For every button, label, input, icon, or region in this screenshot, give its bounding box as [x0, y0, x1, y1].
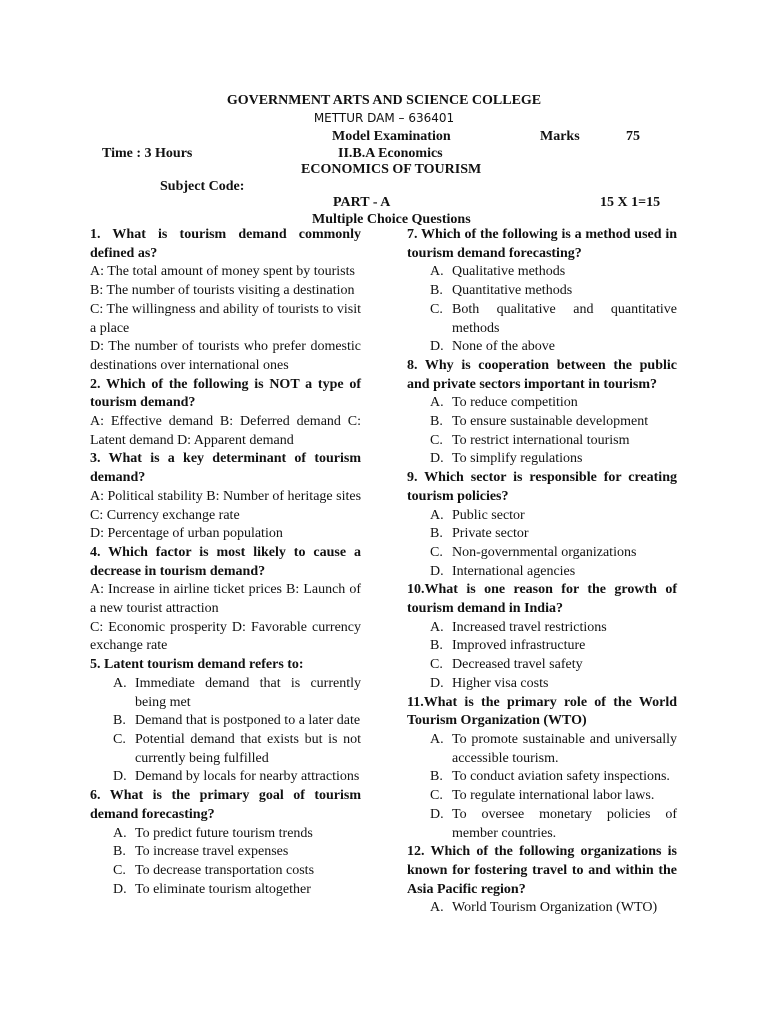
question-8-option-d: [407, 450, 677, 469]
question-7: 7. Which of the following is a method used in tourism demand forecasting?: [407, 227, 677, 261]
option-text: Qualitative methods: [452, 264, 566, 280]
option-text: To oversee monetary policies of member countries.: [452, 806, 677, 841]
option-text: Higher visa costs: [452, 675, 549, 691]
question-1-option-c: C: The willingness and ability of tourists to visit a place: [90, 301, 361, 336]
question-7-option-b: [407, 282, 677, 301]
question-12-option-a: [407, 899, 677, 918]
option-text: International agencies: [452, 563, 576, 579]
question-10: 10.What is one reason for the growth of tourism demand in India?: [407, 582, 677, 617]
option-text: To ensure sustainable development: [452, 414, 649, 430]
question-11-option-b: [407, 768, 677, 787]
option-letter: B.: [430, 769, 443, 785]
question-1-option-a: A: The total amount of money spent by tourists: [90, 264, 355, 280]
option-letter: A.: [113, 825, 127, 841]
question-8: 8. Why is cooperation between the public and private sectors important in tourism?: [407, 357, 677, 392]
subject-code: Subject Code:: [160, 179, 245, 194]
question-1: 1. What is tourism demand commonly defined as?: [90, 227, 361, 261]
option-text: To regulate international labor laws.: [452, 788, 655, 804]
paper-title: ECONOMICS OF TOURISM: [301, 162, 482, 177]
question-10-option-b: [407, 637, 677, 656]
question-8-option-a: [407, 394, 677, 413]
question-9-option-a: [407, 507, 677, 526]
option-letter: C.: [113, 731, 126, 747]
question-6: 6. What is the primary goal of tourism demand forecasting?: [90, 788, 361, 822]
option-text: None of the above: [452, 339, 556, 355]
option-text: Both qualitative and quantitative methods: [452, 301, 677, 336]
option-text: To eliminate tourism altogether: [135, 881, 311, 897]
option-text: To conduct aviation safety inspections.: [452, 769, 670, 785]
question-2: 2. Which of the following is NOT a type of tourism demand?: [90, 376, 361, 411]
option-letter: A.: [430, 619, 444, 635]
option-letter: A.: [430, 395, 444, 411]
question-9: 9. Which sector is responsible for creating tourism policies?: [407, 470, 677, 504]
option-letter: A.: [430, 731, 444, 747]
question-5-option-c: [90, 731, 361, 768]
option-letter: A.: [113, 675, 127, 691]
question-7-option-a: [407, 263, 677, 282]
question-9-option-b: [407, 525, 677, 544]
question-4-option-c: C: Economic prosperity D: Favorable currency exchange rate: [90, 619, 361, 654]
option-text: Demand by locals for nearby attractions: [135, 769, 360, 785]
option-text: Increased travel restrictions: [452, 619, 607, 635]
option-letter: D.: [430, 339, 444, 355]
option-text: To promote sustainable and universally accessible tourism.: [452, 731, 677, 766]
option-letter: B.: [430, 414, 443, 430]
class-name: II.B.A Economics: [338, 146, 443, 161]
question-8-option-b: [407, 413, 677, 432]
option-letter: C.: [430, 657, 443, 673]
option-letter: C.: [430, 432, 443, 448]
option-text: To increase travel expenses: [135, 844, 289, 860]
option-text: Quantitative methods: [452, 283, 573, 299]
option-text: To reduce competition: [452, 395, 578, 411]
question-11-option-d: [407, 806, 677, 843]
question-11: 11.What is the primary role of the World Tourism Organization (WTO): [407, 694, 677, 729]
option-letter: D.: [430, 563, 444, 579]
option-letter: B.: [113, 844, 126, 860]
question-6-option-c: [90, 862, 361, 881]
option-letter: B.: [430, 526, 443, 542]
option-text: Improved infrastructure: [452, 638, 586, 654]
option-text: Non-governmental organizations: [452, 544, 637, 560]
question-5-option-d: [90, 768, 361, 787]
question-12: 12. Which of the following organizations is known for fostering travel to and within the Asia Pacific region?: [407, 844, 677, 897]
option-letter: A.: [430, 507, 444, 523]
option-letter: B.: [430, 638, 443, 654]
question-9-option-d: [407, 563, 677, 582]
option-text: Private sector: [452, 526, 529, 542]
question-6-option-d: [90, 881, 361, 900]
question-6-option-b: [90, 843, 361, 862]
option-text: Demand that is postponed to a later date: [135, 713, 361, 729]
option-text: Immediate demand that is currently being met: [135, 675, 361, 710]
option-text: To restrict international tourism: [452, 432, 630, 448]
part-marks: 15 X 1=15: [600, 195, 661, 210]
question-3-option-d: D: Percentage of urban population: [90, 526, 283, 542]
question-11-option-a: [407, 731, 677, 768]
option-letter: C.: [430, 301, 443, 317]
question-1-option-d: D: The number of tourists who prefer domestic destinations over international ones: [90, 339, 361, 373]
question-10-option-a: [407, 619, 677, 638]
option-text: To predict future tourism trends: [135, 825, 313, 841]
question-7-option-c: [407, 301, 677, 338]
option-letter: C.: [113, 862, 126, 878]
option-text: World Tourism Organization (WTO): [452, 900, 658, 916]
option-text: Potential demand that exists but is not currently being fulfilled: [135, 731, 361, 766]
question-10-option-c: [407, 656, 677, 675]
question-4-option-a: A: Increase in airline ticket prices B: Launch of a new tourist attraction: [90, 582, 361, 617]
option-text: Decreased travel safety: [452, 657, 583, 673]
question-3-option-c: C: Currency exchange rate: [90, 507, 240, 523]
question-10-option-d: [407, 675, 677, 694]
option-text: Public sector: [452, 507, 525, 523]
question-5-option-a: [90, 675, 361, 712]
exam-title: Model Examination: [332, 129, 451, 144]
option-letter: D.: [113, 769, 127, 785]
marks-value: 75: [626, 129, 640, 144]
marks-label: Marks: [540, 129, 580, 144]
question-3: 3. What is a key determinant of tourism demand?: [90, 451, 361, 486]
right-column: [407, 226, 677, 918]
option-letter: B.: [430, 283, 443, 299]
option-letter: D.: [430, 451, 444, 467]
question-11-option-c: [407, 787, 677, 806]
question-5: 5. Latent tourism demand refers to:: [90, 657, 304, 673]
option-letter: D.: [430, 806, 444, 822]
option-text: To decrease transportation costs: [135, 862, 315, 878]
option-letter: D.: [113, 881, 127, 897]
section-title: Multiple Choice Questions: [312, 212, 471, 227]
question-5-option-b: [90, 712, 361, 731]
question-8-option-c: [407, 432, 677, 451]
question-1-option-b: B: The number of tourists visiting a destination: [90, 283, 355, 299]
left-column: [90, 226, 361, 899]
option-letter: B.: [113, 713, 126, 729]
college-name: GOVERNMENT ARTS AND SCIENCE COLLEGE: [226, 93, 542, 108]
option-text: To simplify regulations: [452, 451, 583, 467]
option-letter: D.: [430, 675, 444, 691]
question-6-option-a: [90, 825, 361, 844]
question-9-option-c: [407, 544, 677, 563]
question-4: 4. Which factor is most likely to cause a decrease in tourism demand?: [90, 544, 361, 579]
part-label: PART - A: [333, 195, 391, 210]
option-letter: A.: [430, 264, 444, 280]
option-letter: C.: [430, 544, 443, 560]
option-letter: C.: [430, 788, 443, 804]
exam-duration: Time : 3 Hours: [102, 146, 193, 161]
question-3-option-a: A: Political stability B: Number of heritage sites: [90, 488, 362, 504]
option-letter: A.: [430, 900, 444, 916]
college-address: METTUR DAM – 636401: [313, 111, 455, 125]
question-7-option-d: [407, 338, 677, 357]
question-2-options: A: Effective demand B: Deferred demand C: Latent demand D: Apparent demand: [90, 414, 361, 448]
